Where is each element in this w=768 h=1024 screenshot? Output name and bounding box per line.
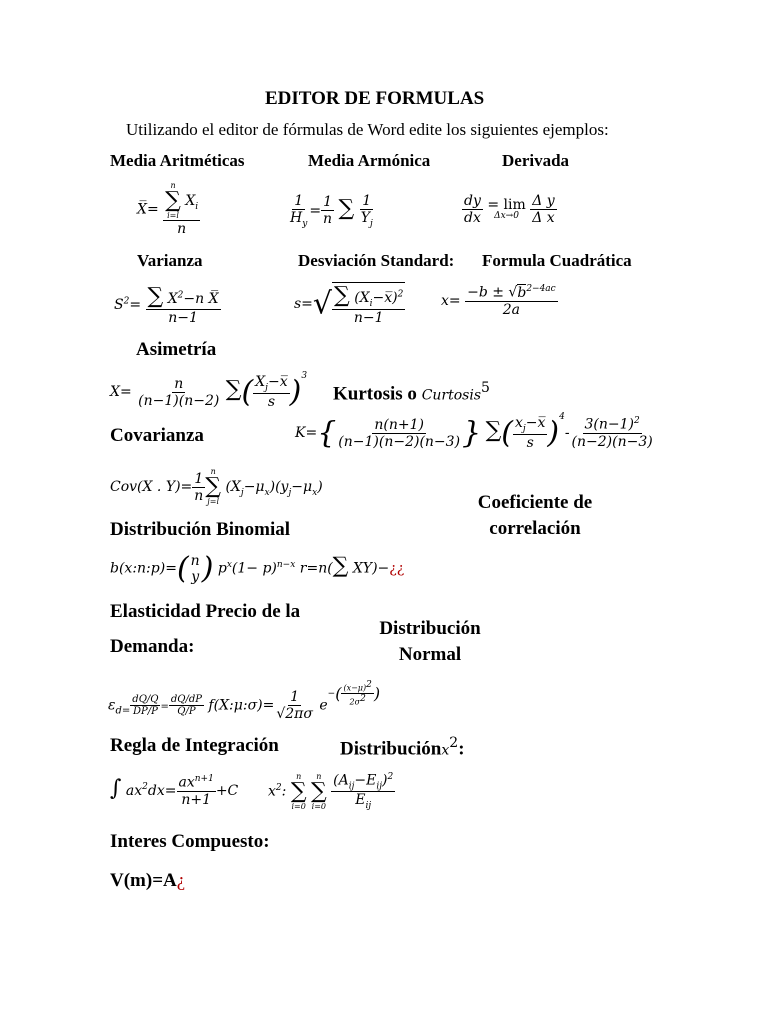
formula-asimetria: X= $\frac{n}{(n-1)(n-2)}$ ∑( $\frac{X_j-x̅}{s}$ )$^3$ (110, 371, 308, 410)
heading-interes: Interes Compuesto: (110, 831, 270, 852)
formula-integracion: ∫ $ax^2dx=$ $\frac{ax^{n+1}}{n+1}$ +C (110, 774, 239, 808)
intro-text: Utilizando el editor de fórmulas de Word edite los siguientes ejemplos: (126, 120, 609, 139)
formula-varianza: $S^2=$ $\frac{\sum X^2-n X̅}{n-1}$ (114, 284, 219, 326)
heading-integracion: Regla de Integración (110, 735, 279, 756)
page-title: EDITOR DE FORMULAS (265, 88, 485, 109)
kurtosis-italic: Curtosis (421, 387, 482, 404)
heading-media-armonica: Media Armónica (308, 151, 431, 170)
heading-cuadratica: Formula Cuadrática (482, 251, 632, 270)
formula-media-aritmetica: X̅= n ∑ i=l $X_i$ n (137, 181, 199, 237)
formula-desviacion: s=√ $\frac{\sum (X_i-x̅)^2}{n-1}$ (294, 283, 404, 326)
heading-derivada: Derivada (502, 151, 570, 170)
formula-elasticidad: $\varepsilon_{d=}$ $\frac{dQ/Q}{DP/P}$ = $\frac{dQ/dP}{Q/P}$ f(X:μ:σ)= $\frac{1}{√2\pi\sigma}$ $e^{-( \frac{(x-\mu)^2}{2\sigma^2} )}$ (108, 680, 381, 723)
formula-media-armonica: $\frac{1}{H_y}$ = $\frac{1}{n}$ ∑ $\frac{1}{Y_j}$ (290, 193, 373, 229)
formula-cuadratica: x= $\frac{-b \pm √b^{2-4ac}}{2a}$ (441, 284, 556, 318)
formula-kurtosis: K={ $\frac{n(n+1)}{(n-1)(n-2)(n-3)}$ } ∑( $\frac{x_j-x̅}{s}$ )$^4$- $\frac{3(n-1)^2}{(n-2)(n-3)}$ (295, 412, 653, 451)
heading-varianza: Varianza (137, 251, 203, 270)
heading-asimetria: Asimetría (136, 339, 217, 360)
heading-coeficiente: Coeficiente de correlación (477, 492, 593, 539)
heading-elasticidad-2: Demanda: (110, 636, 195, 657)
heading-normal: Distribución Normal (379, 618, 481, 665)
formula-chi: $x^2$: n ∑ i=0 n ∑ i=0 $\frac{(A_{ij}-E_{ij})^2}{E_{ij}}$ (268, 771, 394, 812)
formula-derivada: $\frac{dy}{dx}$ = lim Δx→0 $\frac{\text{Δ y}}{\text{Δ x}}$ (464, 193, 555, 226)
heading-media-aritmetica: Media Aritméticas (110, 151, 245, 170)
heading-covarianza: Covarianza (110, 425, 204, 446)
heading-binomial: Distribución Binomial (110, 519, 290, 540)
heading-elasticidad-1: Elasticidad Precio de la (110, 601, 301, 622)
heading-chi: Distribuciónx$^2$: (340, 735, 465, 760)
formula-covarianza: Cov(X . Y)= $\frac{1}{n}$ n ∑ j=l $(X_j-\mu_x)(y_j-\mu_x)$ (110, 467, 323, 506)
heading-desviacion: Desviación Standard: (298, 251, 455, 270)
formula-vm: V(m)=A¿ (110, 870, 186, 891)
formula-binomial: b(x:n:p)=( n y ) $p^x(1- p)^{n-x}$ r=n(∑ XY)−¿¿ (110, 551, 405, 586)
heading-kurtosis: Kurtosis o Curtosis$^5$ (333, 380, 490, 405)
